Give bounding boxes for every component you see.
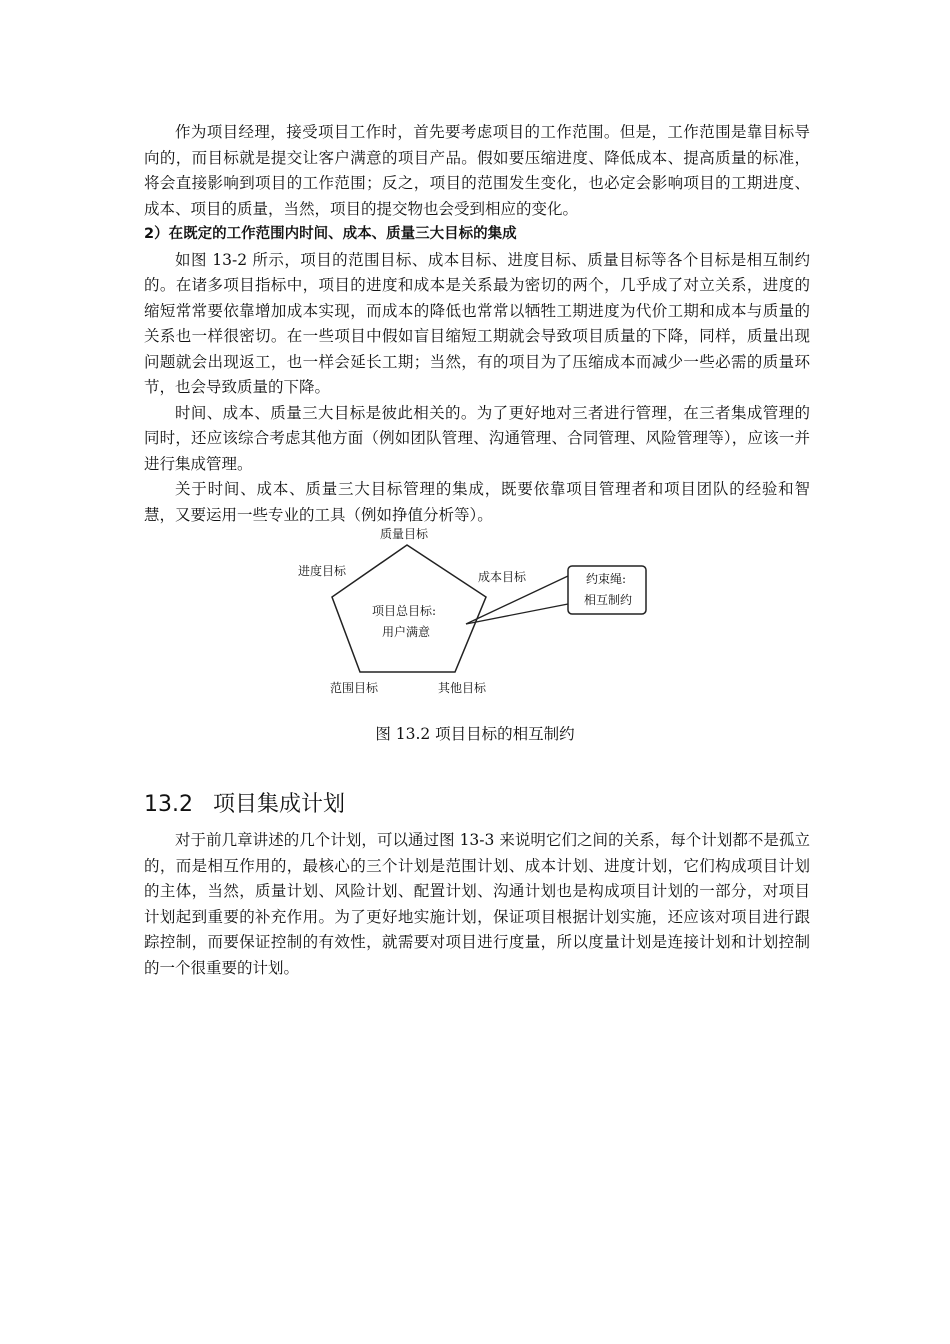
label-quality-goal: 质量目标	[380, 527, 429, 541]
label-callout-line1: 约束绳:	[586, 572, 627, 586]
subheading-integration: 2）在既定的工作范围内时间、成本、质量三大目标的集成	[144, 226, 517, 242]
label-scope-goal: 范围目标	[330, 681, 379, 695]
paragraph-integration-plan: 对于前几章讲述的几个计划，可以通过图 13-3 来说明它们之间的关系，每个计划都不是孤立的，而是相互作用的，最核心的三个计划是范围计划、成本计划、进度计划，它们构成项目计划的主体，当然，质量计划、风险计划、配置计划、沟通计划也是构成项目计划的一部分，对项目计划起到重要的补充作用。为了更好地实施计划，保证项目根据计划实施，还应该对项目进行跟踪控制，而要保证控制的有效性，就需要对项目进行度量，所以度量计划是连接计划和计划控制的一个很重要的计划。	[144, 831, 810, 977]
section-heading	[144, 788, 345, 822]
label-cost-goal: 成本目标	[478, 570, 527, 584]
label-center-line2: 用户满意	[382, 625, 431, 639]
paragraph-three-goals: 时间、成本、质量三大目标是彼此相关的。为了更好地对三者进行管理，在三者集成管理的同时，还应该综合考虑其他方面（例如团队管理、沟通管理、合同管理、风险管理等），应该一并进行集成管理。	[144, 403, 810, 473]
goals-pentagon-figure	[290, 522, 670, 700]
pentagon-diagram	[290, 522, 670, 700]
document-body-top	[144, 120, 810, 528]
paragraph-constraints: 如图 13-2 所示，项目的范围目标、成本目标、进度目标、质量目标等各个目标是相互制约的。在诸多项目指标中，项目的进度和成本是关系最为密切的两个，几乎成了对立关系，进度的缩短常常要依靠增加成本实现，而成本的降低也常常以牺牲工期进度为代价工期和成本与质量的关系也一样很密切。在一些项目中假如盲目缩短工期就会导致项目质量的下降，同样，质量出现问题就会出现返工，也一样会延长工期；当然，有的项目为了压缩成本而减少一些必需的质量环节，也会导致质量的下降。	[144, 250, 810, 396]
document-body-bottom	[144, 828, 810, 981]
label-other-goal: 其他目标	[438, 681, 487, 695]
label-schedule-goal: 进度目标	[298, 564, 347, 578]
paragraph-scope: 作为项目经理，接受项目工作时，首先要考虑项目的工作范围。但是，工作范围是靠目标导向的，而目标就是提交让客户满意的项目产品。假如要压缩进度、降低成本、提高质量的标准，将会直接影响到项目的工作范围；反之，项目的范围发生变化，也必定会影响项目的工期进度、成本、项目的质量，当然，项目的提交物也会受到相应的变化。	[144, 123, 810, 218]
label-callout-line2: 相互制约	[584, 593, 633, 607]
section-number: 13.2	[144, 792, 193, 817]
section-title-text: 项目集成计划	[212, 792, 345, 817]
figure-caption: 图 13.2 项目目标的相互制约	[375, 725, 575, 743]
label-center-line1: 项目总目标:	[372, 604, 437, 618]
paragraph-tools: 关于时间、成本、质量三大目标管理的集成，既要依靠项目管理者和项目团队的经验和智慧，又要运用一些专业的工具（例如挣值分析等）。	[144, 480, 810, 524]
